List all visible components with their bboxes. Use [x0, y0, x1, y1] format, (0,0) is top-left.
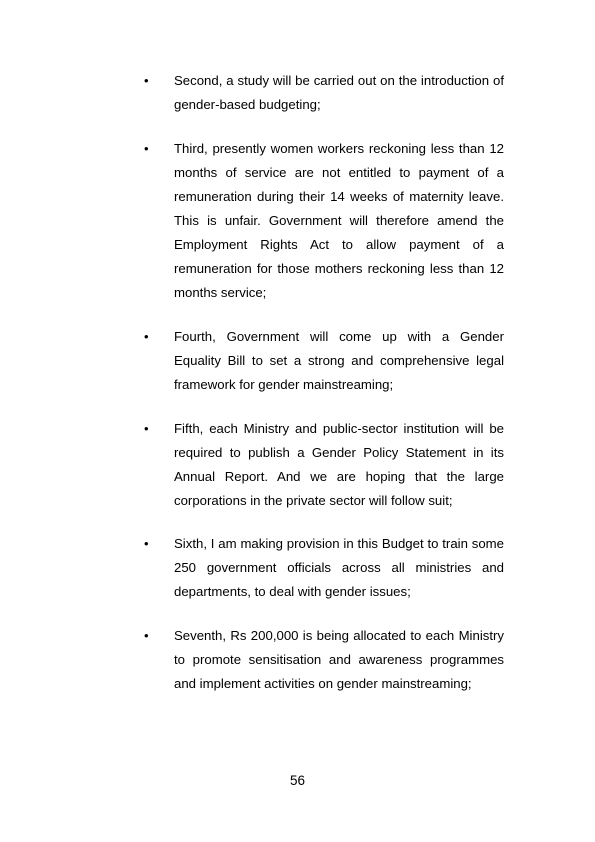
bullet-point: • — [144, 536, 149, 551]
list-item-text: Third, presently women workers reckoning less than 12 months of service are not entitled to payment of a remuneration during their 14 weeks of maternity leave. This is unfair. Government will therefore amend the Employment Rights Act to allow payment of a remuneration for those mothers reckoning less than 12 months service; — [174, 141, 504, 300]
list-item-text: Fourth, Government will come up with a Gender Equality Bill to set a strong and comprehensive legal framework for gender mainstreaming; — [174, 329, 504, 392]
list-item-text: Seventh, Rs 200,000 is being allocated to each Ministry to promote sensitisation and awareness programmes and implement activities on gender mainstreaming; — [174, 628, 504, 691]
bullet-point: • — [144, 421, 149, 436]
bullet-point: • — [144, 329, 149, 344]
page-number: 56 — [289, 773, 306, 788]
bullet-point: • — [144, 73, 149, 88]
list-item-text: Fifth, each Ministry and public-sector institution will be required to publish a Gender Policy Statement in its Annual Report. And we are hoping that the large corporations in the private sector will follow suit; — [174, 421, 504, 508]
list-item-text: Sixth, I am making provision in this Budget to train some 250 government officials across all ministries and departments, to deal with gender issues; — [174, 536, 504, 599]
bullet-point: • — [144, 141, 149, 156]
bullet-point: • — [144, 628, 149, 643]
list-item-text: Second, a study will be carried out on the introduction of gender-based budgeting; — [174, 73, 504, 112]
